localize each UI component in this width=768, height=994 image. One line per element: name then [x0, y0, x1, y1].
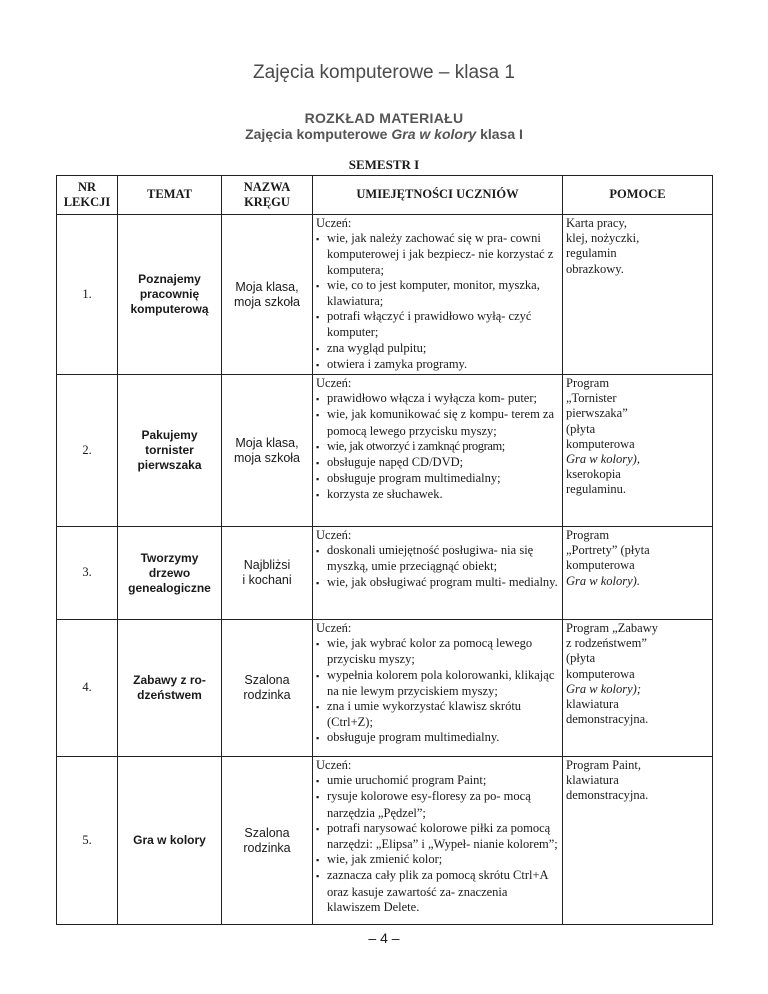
table-row	[57, 527, 713, 620]
skill-item: ▪ rysuje kolorowe esy-floresy za po- mocą narzędzia „Pędzel”;	[316, 789, 560, 820]
lesson-number: 1.	[57, 215, 118, 375]
table-row	[57, 757, 713, 925]
column-header-nr: NR LEKCJI	[57, 176, 118, 215]
skills-intro: Uczeń:	[316, 216, 352, 230]
semester-label: SEMESTR I	[348, 157, 420, 172]
aids-cell: Program „Portrety” (płyta komputerowa Gra w kolory).	[563, 527, 713, 620]
skills-cell	[313, 757, 563, 925]
skill-item: ▪ otwiera i zamyka programy.	[316, 357, 560, 373]
lesson-number: 3.	[57, 527, 118, 620]
skill-item: ▪ wie, jak komunikować się z kompu- terem za pomocą lewego przycisku myszy;	[316, 407, 560, 438]
skill-item: ▪ zaznacza cały plik za pomocą skrótu Ctrl+A oraz kasuje zawartość za- znaczenia klawiszem Delete.	[316, 868, 560, 915]
circle-name: Moja klasa, moja szkoła	[222, 375, 313, 527]
lesson-topic: Gra w kolory	[118, 757, 222, 925]
skill-item: ▪ wie, jak obsługiwać program multi- medialny.	[316, 575, 560, 591]
skill-item: ▪ wypełnia kolorem pola kolorowanki, klikając na nie lewym przyciskiem myszy;	[316, 668, 560, 699]
lesson-number: 2.	[57, 375, 118, 527]
lesson-number: 4.	[57, 620, 118, 757]
skill-item: ▪ umie uruchomić program Paint;	[316, 773, 560, 789]
lesson-topic: Tworzymy drzewo genealogiczne	[118, 527, 222, 620]
subtitle-part-c: klasa I	[476, 126, 523, 142]
document-subtitle	[0, 126, 768, 142]
skills-intro: Uczeń:	[316, 528, 352, 543]
lesson-number: 5.	[57, 757, 118, 925]
skills-cell	[313, 375, 563, 527]
skill-item: ▪ wie, jak zmienić kolor;	[316, 852, 560, 868]
skill-item: ▪ obsługuje napęd CD/DVD;	[316, 455, 560, 471]
aids-cell: Program Paint, klawiatura demonstracyjna.	[563, 757, 713, 925]
subtitle-part-b: Gra w kolory	[391, 126, 477, 142]
lesson-topic: Zabawy z ro- dzeństwem	[118, 620, 222, 757]
lesson-topic: Pakujemy tornister pierwszaka	[118, 375, 222, 527]
skills-intro: Uczeń:	[316, 758, 352, 773]
circle-name: Szalona rodzinka	[222, 757, 313, 925]
document-heading: ROZKŁAD MATERIAŁU	[304, 110, 464, 126]
page-number: – 4 –	[368, 930, 400, 946]
skills-cell	[313, 620, 563, 757]
page-header-title: Zajęcia komputerowe – klasa 1	[253, 62, 515, 83]
skill-item: ▪ wie, co to jest komputer, monitor, myszka, klawiatura;	[316, 278, 560, 309]
column-header-temat: TEMAT	[118, 176, 222, 215]
skill-item: ▪ obsługuje program multimedialny;	[316, 471, 560, 487]
schedule-table	[56, 175, 713, 925]
aids-cell: Karta pracy, klej, nożyczki, regulamin obrazkowy.	[563, 215, 713, 375]
table-row	[57, 375, 713, 527]
column-header-umiejetnosci: UMIEJĘTNOŚCI UCZNIÓW	[313, 176, 563, 215]
circle-name: Moja klasa, moja szkoła	[222, 215, 313, 375]
table-header-row	[57, 176, 713, 215]
aids-cell: Program „Tornister pierwszaka” (płyta komputerowa Gra w kolory), kserokopia regulaminu.	[563, 375, 713, 527]
table-row	[57, 620, 713, 757]
skill-item: ▪ wie, jak wybrać kolor za pomocą lewego przycisku myszy;	[316, 636, 560, 667]
skill-item: ▪ zna i umie wykorzystać klawisz skrótu (Ctrl+Z);	[316, 699, 560, 730]
skills-intro: Uczeń:	[316, 376, 352, 391]
skill-item: ▪ zna wygląd pulpitu;	[316, 341, 560, 357]
skill-item: ▪ obsługuje program multimedialny.	[316, 730, 560, 746]
aids-cell: Program „Zabawy z rodzeństwem” (płyta komputerowa Gra w kolory); klawiatura demonstracyjna.	[563, 620, 713, 757]
skill-item: ▪ potrafi włączyć i prawidłowo wyłą- czyć komputer;	[316, 309, 560, 340]
column-header-krag: NAZWA KRĘGU	[222, 176, 313, 215]
skills-cell	[313, 527, 563, 620]
table-row	[57, 215, 713, 375]
subtitle-part-a: Zajęcia komputerowe	[245, 126, 392, 142]
skill-item: ▪ wie, jak należy zachować się w pra- cowni komputerowej i jak bezpiecz- nie korzystać z komputera;	[316, 231, 560, 278]
lesson-topic: Poznajemy pracownię komputerową	[118, 215, 222, 375]
skill-item: ▪ korzysta ze słuchawek.	[316, 487, 560, 503]
skill-item: ▪ doskonali umiejętność posługiwa- nia się myszką, umie przeciągnąć obiekt;	[316, 543, 560, 574]
skill-item: ▪ prawidłowo włącza i wyłącza kom- puter;	[316, 391, 560, 407]
skill-item: ▪ potrafi narysować kolorowe piłki za pomocą narzędzi: „Elipsa” i „Wypeł- nianie kolorem”;	[316, 821, 560, 852]
skills-cell	[313, 215, 563, 375]
circle-name: Szalona rodzinka	[222, 620, 313, 757]
circle-name: Najbliżsi i kochani	[222, 527, 313, 620]
column-header-pomoce: POMOCE	[563, 176, 713, 215]
skill-item: ▪ wie, jak otworzyć i zamknąć program;	[316, 439, 560, 455]
skills-intro: Uczeń:	[316, 621, 352, 636]
